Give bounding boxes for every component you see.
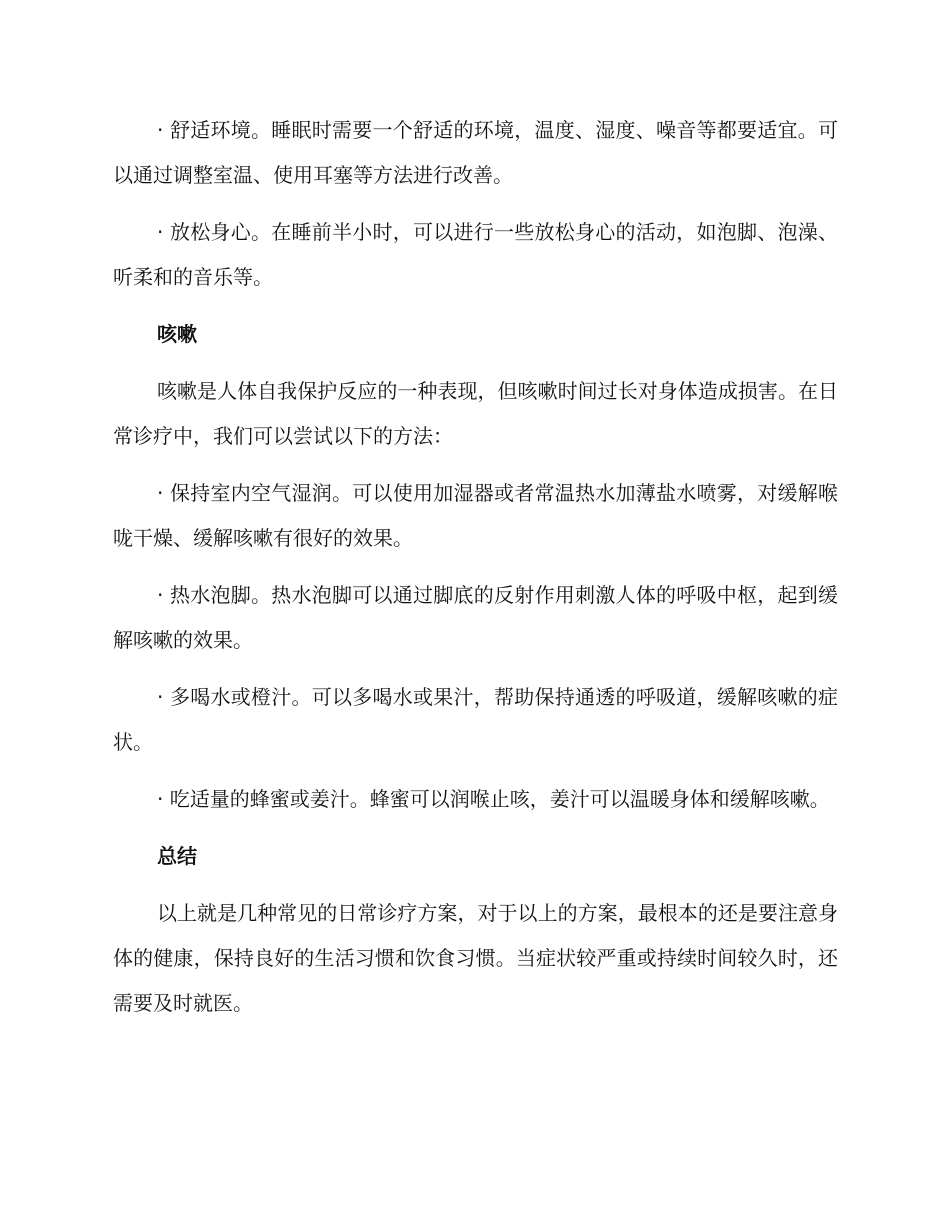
bullet-foot-soak: · 热水泡脚。热水泡脚可以通过脚底的反射作用刺激人体的呼吸中枢，起到缓解咳嗽的效果。	[113, 583, 838, 652]
bullet-drink-water: · 多喝水或橙汁。可以多喝水或果汁，帮助保持通透的呼吸道，缓解咳嗽的症状。	[113, 685, 838, 754]
bullet-humidify-air: · 保持室内空气湿润。可以使用加湿器或者常温热水加薄盐水喷雾，对缓解喉咙干燥、缓解咳嗽有很好的效果。	[113, 481, 838, 550]
section-heading-summary: 总结	[157, 844, 197, 868]
bullet-honey-ginger: · 吃适量的蜂蜜或姜汁。蜂蜜可以润喉止咳，姜汁可以温暖身体和缓解咳嗽。	[157, 787, 830, 811]
cough-intro-paragraph: 咳嗽是人体自我保护反应的一种表现，但咳嗽时间过长对身体造成损害。在日常诊疗中，我们可以尝试以下的方法：	[113, 379, 838, 448]
bullet-comfortable-environment: · 舒适环境。睡眠时需要一个舒适的环境，温度、湿度、噪音等都要适宜。可以通过调整室温、使用耳塞等方法进行改善。	[113, 118, 838, 187]
bullet-relax: · 放松身心。在睡前半小时，可以进行一些放松身心的活动，如泡脚、泡澡、听柔和的音乐等。	[113, 220, 838, 289]
section-heading-cough: 咳嗽	[157, 322, 197, 346]
document-body	[113, 108, 838, 1038]
summary-paragraph: 以上就是几种常见的日常诊疗方案，对于以上的方案，最根本的还是要注意身体的健康，保持良好的生活习惯和饮食习惯。当症状较严重或持续时间较久时，还需要及时就医。	[113, 901, 838, 1015]
